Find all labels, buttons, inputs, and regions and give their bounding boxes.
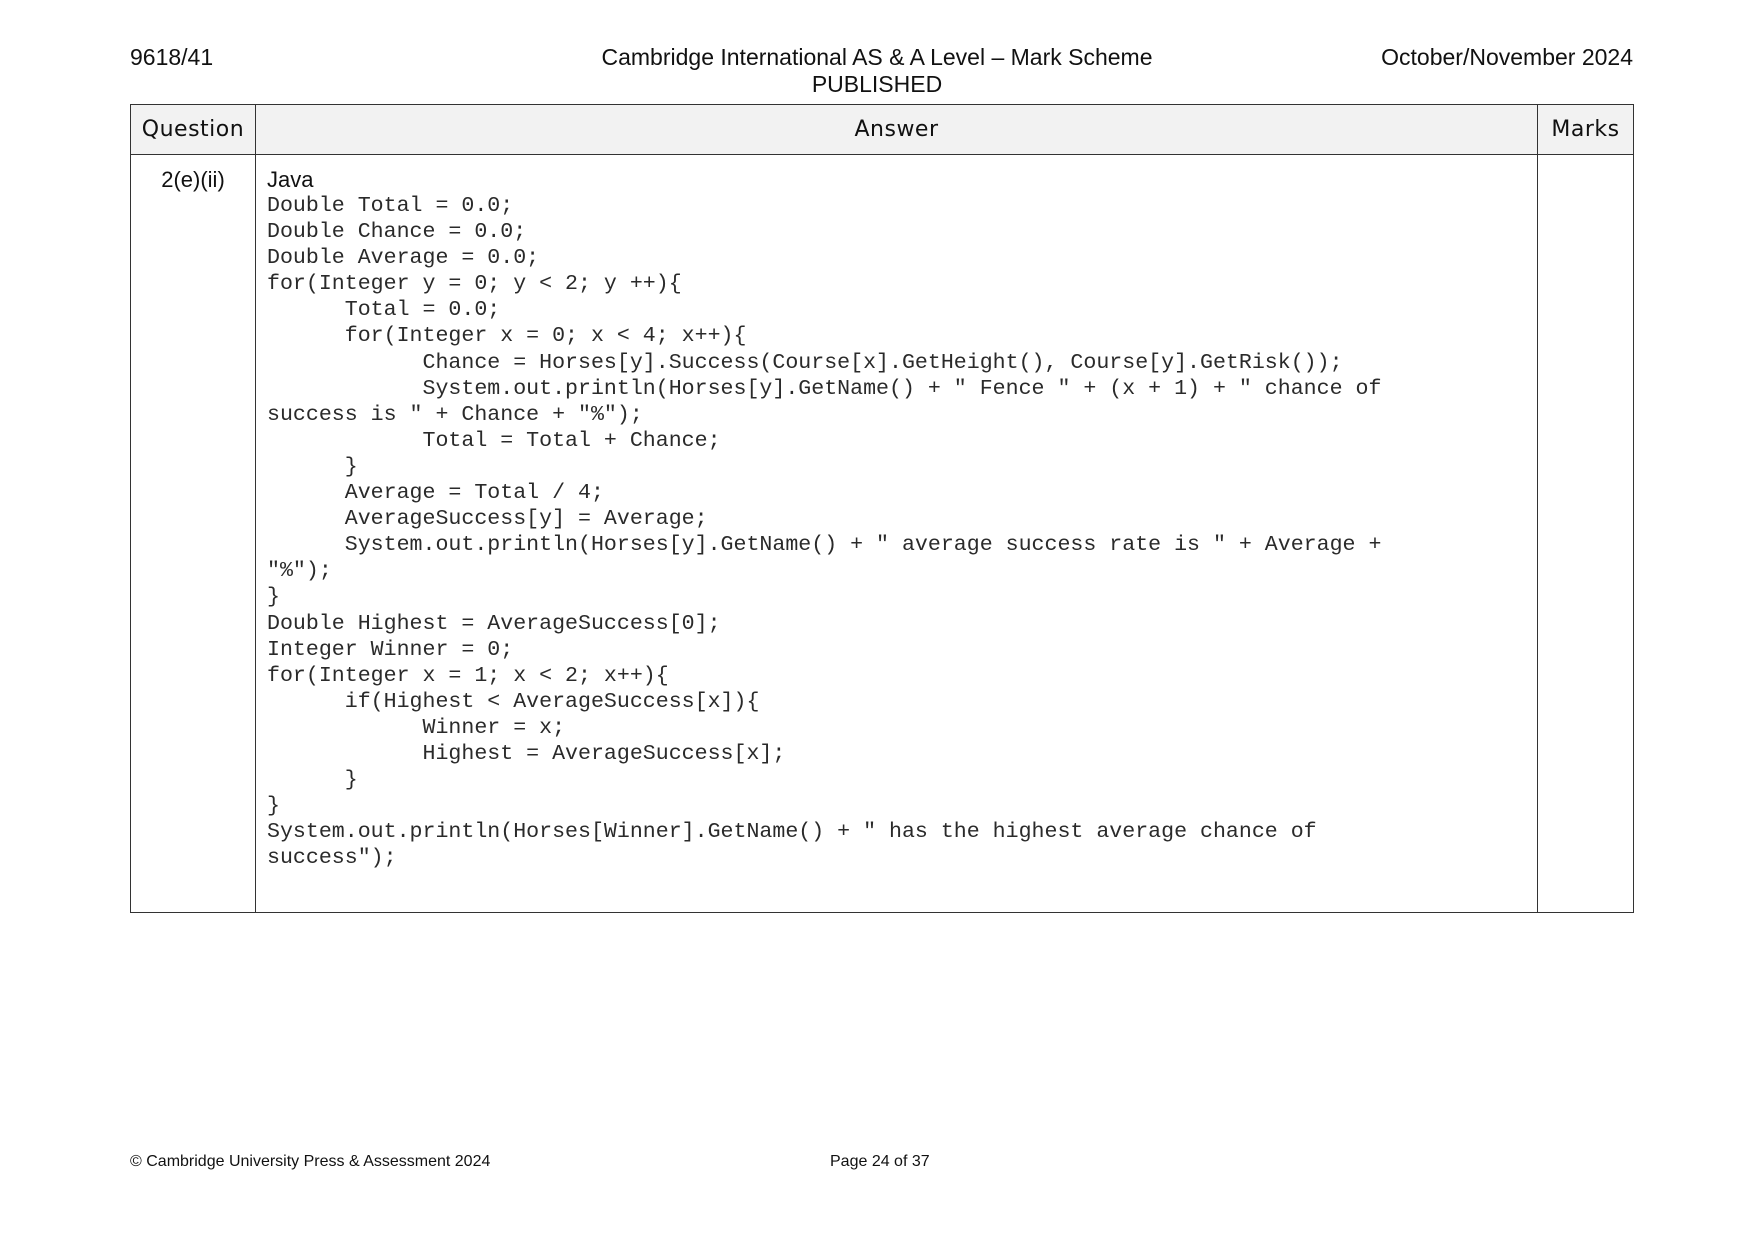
java-code-block: Double Total = 0.0; Double Chance = 0.0; Double Average = 0.0; for(Integer y = 0; y < 2; y ++){ Total = 0.0; for(Integer x = 0; x < 4; x++){ Chance = Horses[y].Success(Course[x].GetHeight(), Course[y].GetRisk()); System.out.println(Horses[y].GetName() + " Fence " + (x + 1) + " chance of success is " + Chance + "%"); Total = Total + Chance; } Average = Total / 4; AverageSuccess[y] = Average; System.out.println(Horses[y].GetName() + " average success rate is " + Average + "%"); } Double Highest = AverageSuccess[0]; Integer Winner = 0; for(Integer x = 1; x < 2; x++){ if(Highest < AverageSuccess[x]){ Winner = x; Highest = AverageSuccess[x]; } } System.out.println(Horses[Winner].GetName() + " has the highest average chance of success"); — [267, 194, 1382, 871]
mark-scheme-title: Cambridge International AS & A Level – Mark Scheme — [601, 44, 1153, 70]
page-number: Page 24 of 37 — [830, 1153, 930, 1170]
question-number: 2(e)(ii) — [131, 155, 256, 913]
mark-scheme-table — [130, 104, 1634, 913]
table-row — [131, 155, 1634, 913]
marks-column-header: Marks — [1538, 105, 1634, 155]
table-header-row — [131, 105, 1634, 155]
language-label: Java — [267, 167, 314, 192]
exam-session: October/November 2024 — [1381, 44, 1633, 70]
question-column-header: Question — [131, 105, 256, 155]
published-label: PUBLISHED — [811, 71, 943, 97]
copyright-notice: © Cambridge University Press & Assessment 2024 — [130, 1153, 491, 1170]
answer-column-header: Answer — [256, 105, 1538, 155]
answer-cell — [256, 155, 1538, 913]
paper-code: 9618/41 — [130, 44, 214, 70]
marks-cell — [1538, 155, 1634, 913]
